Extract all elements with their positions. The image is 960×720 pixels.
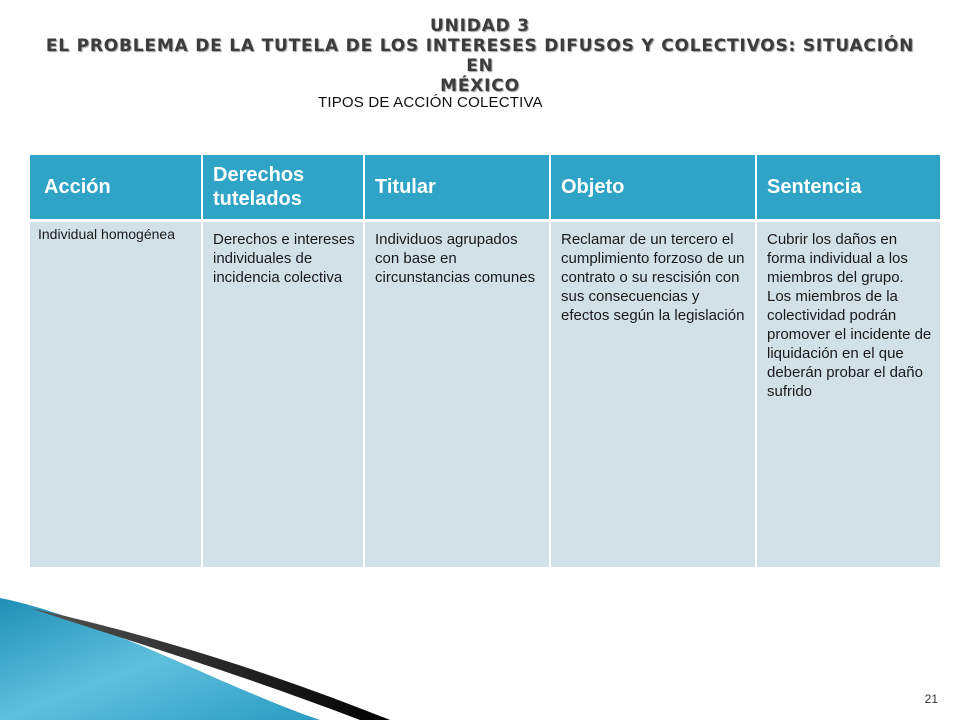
swoosh-blue-shape bbox=[0, 598, 320, 720]
page-number: 21 bbox=[924, 692, 938, 706]
header-accion: Acción bbox=[30, 155, 202, 221]
title-line-2: EL PROBLEMA DE LA TUTELA DE LOS INTERESES DIFUSOS Y COLECTIVOS: SITUACIÓN EN bbox=[45, 36, 915, 76]
cell-titular: Individuos agrupados con base en circunstancias comunes bbox=[364, 221, 550, 568]
cell-accion: Individual homogénea bbox=[30, 221, 202, 568]
title-line-1: UNIDAD 3 bbox=[430, 16, 530, 36]
cell-derechos: Derechos e intereses individuales de incidencia colectiva bbox=[202, 221, 364, 568]
header-titular: Titular bbox=[364, 155, 550, 221]
title-line-3: MÉXICO bbox=[440, 76, 520, 96]
header-derechos-tutelados: Derechos tutelados bbox=[202, 155, 364, 221]
slide-subtitle: TIPOS DE ACCIÓN COLECTIVA bbox=[318, 94, 543, 111]
cell-objeto: Reclamar de un tercero el cumplimiento forzoso de un contrato o su rescisión con sus consecuencias y efectos según la legislación bbox=[550, 221, 756, 568]
header-objeto: Objeto bbox=[550, 155, 756, 221]
header-sentencia: Sentencia bbox=[756, 155, 940, 221]
cell-sentencia: Cubrir los daños en forma individual a los miembros del grupo. Los miembros de la colectividad podrán promover el incidente de liquidación en el que deberán probar el daño sufrido bbox=[756, 221, 940, 568]
